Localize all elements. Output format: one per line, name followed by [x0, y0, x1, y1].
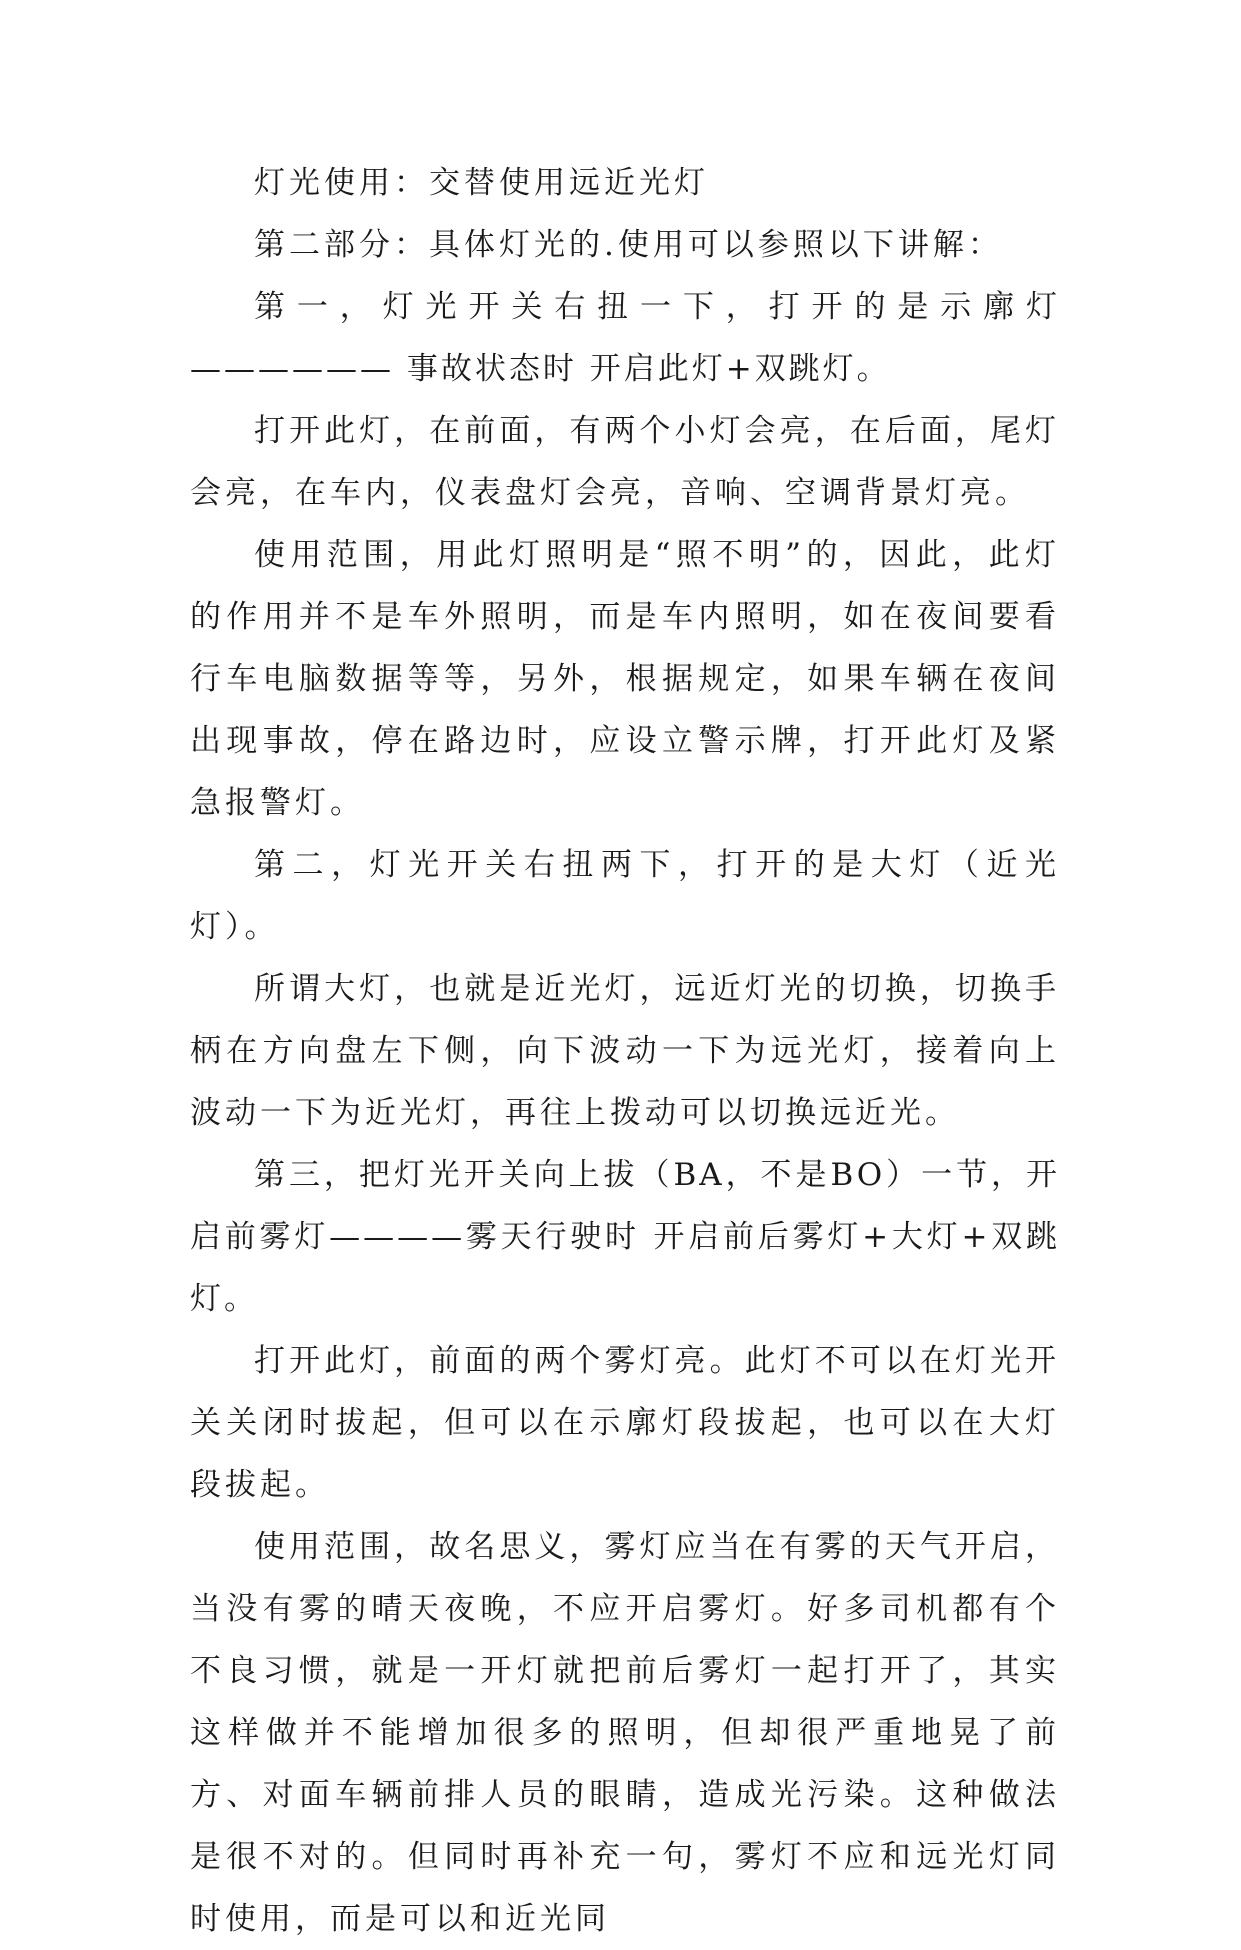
- paragraph-fog-lights-effect: 打开此灯，前面的两个雾灯亮。此灯不可以在灯光开关关闭时拔起，但可以在示廓灯段拔起，也可以在大灯段拔起。: [190, 1343, 1060, 1503]
- paragraph-fog-lights-scope: 使用范围，故名思义，雾灯应当在有雾的天气开启，当没有雾的晴天夜晚，不应开启雾灯。好多司机都有个不良习惯，就是一开灯就把前后雾灯一起打开了，其实这样做并不能增加很多的照明，但却很严重地晃了前方、对面车辆前排人员的眼睛，造成光污染。这种做法是很不对的。但同时再补充一句，雾灯不应和远光灯同时使用，而是可以和近光同: [190, 1529, 1060, 1937]
- paragraph-part-two-heading: 第二部分：具体灯光的.使用可以参照以下讲解：: [254, 227, 1003, 263]
- paragraph-position-lights-scope: 使用范围，用此灯照明是“照不明”的，因此，此灯的作用并不是车外照明，而是车内照明，如在夜间要看行车电脑数据等等，另外，根据规定，如果车辆在夜间出现事故，停在路边时，应设立警示牌，打开此灯及紧急报警灯。: [190, 537, 1060, 821]
- document-body: [190, 152, 1060, 1950]
- paragraph-light-usage: 灯光使用：交替使用远近光灯: [254, 165, 709, 201]
- paragraph-third-fog-lights: 第三，把灯光开关向上拔（BA，不是BO）一节，开启前雾灯————雾天行驶时 开启前后雾灯+大灯+双跳灯。: [190, 1157, 1060, 1317]
- paragraph-first-position-lights: 第一，灯光开关右扭一下，打开的是示廓灯—————— 事故状态时 开启此灯+双跳灯。: [190, 289, 1060, 387]
- paragraph-low-beam-switching: 所谓大灯，也就是近光灯，远近灯光的切换，切换手柄在方向盘左下侧，向下波动一下为远光灯，接着向上波动一下为近光灯，再往上拨动可以切换远近光。: [190, 971, 1060, 1131]
- paragraph-position-lights-effect: 打开此灯，在前面，有两个小灯会亮，在后面，尾灯会亮，在车内，仪表盘灯会亮，音响、空调背景灯亮。: [190, 413, 1060, 511]
- paragraph-second-low-beam: 第二，灯光开关右扭两下，打开的是大灯（近光灯）。: [190, 847, 1060, 945]
